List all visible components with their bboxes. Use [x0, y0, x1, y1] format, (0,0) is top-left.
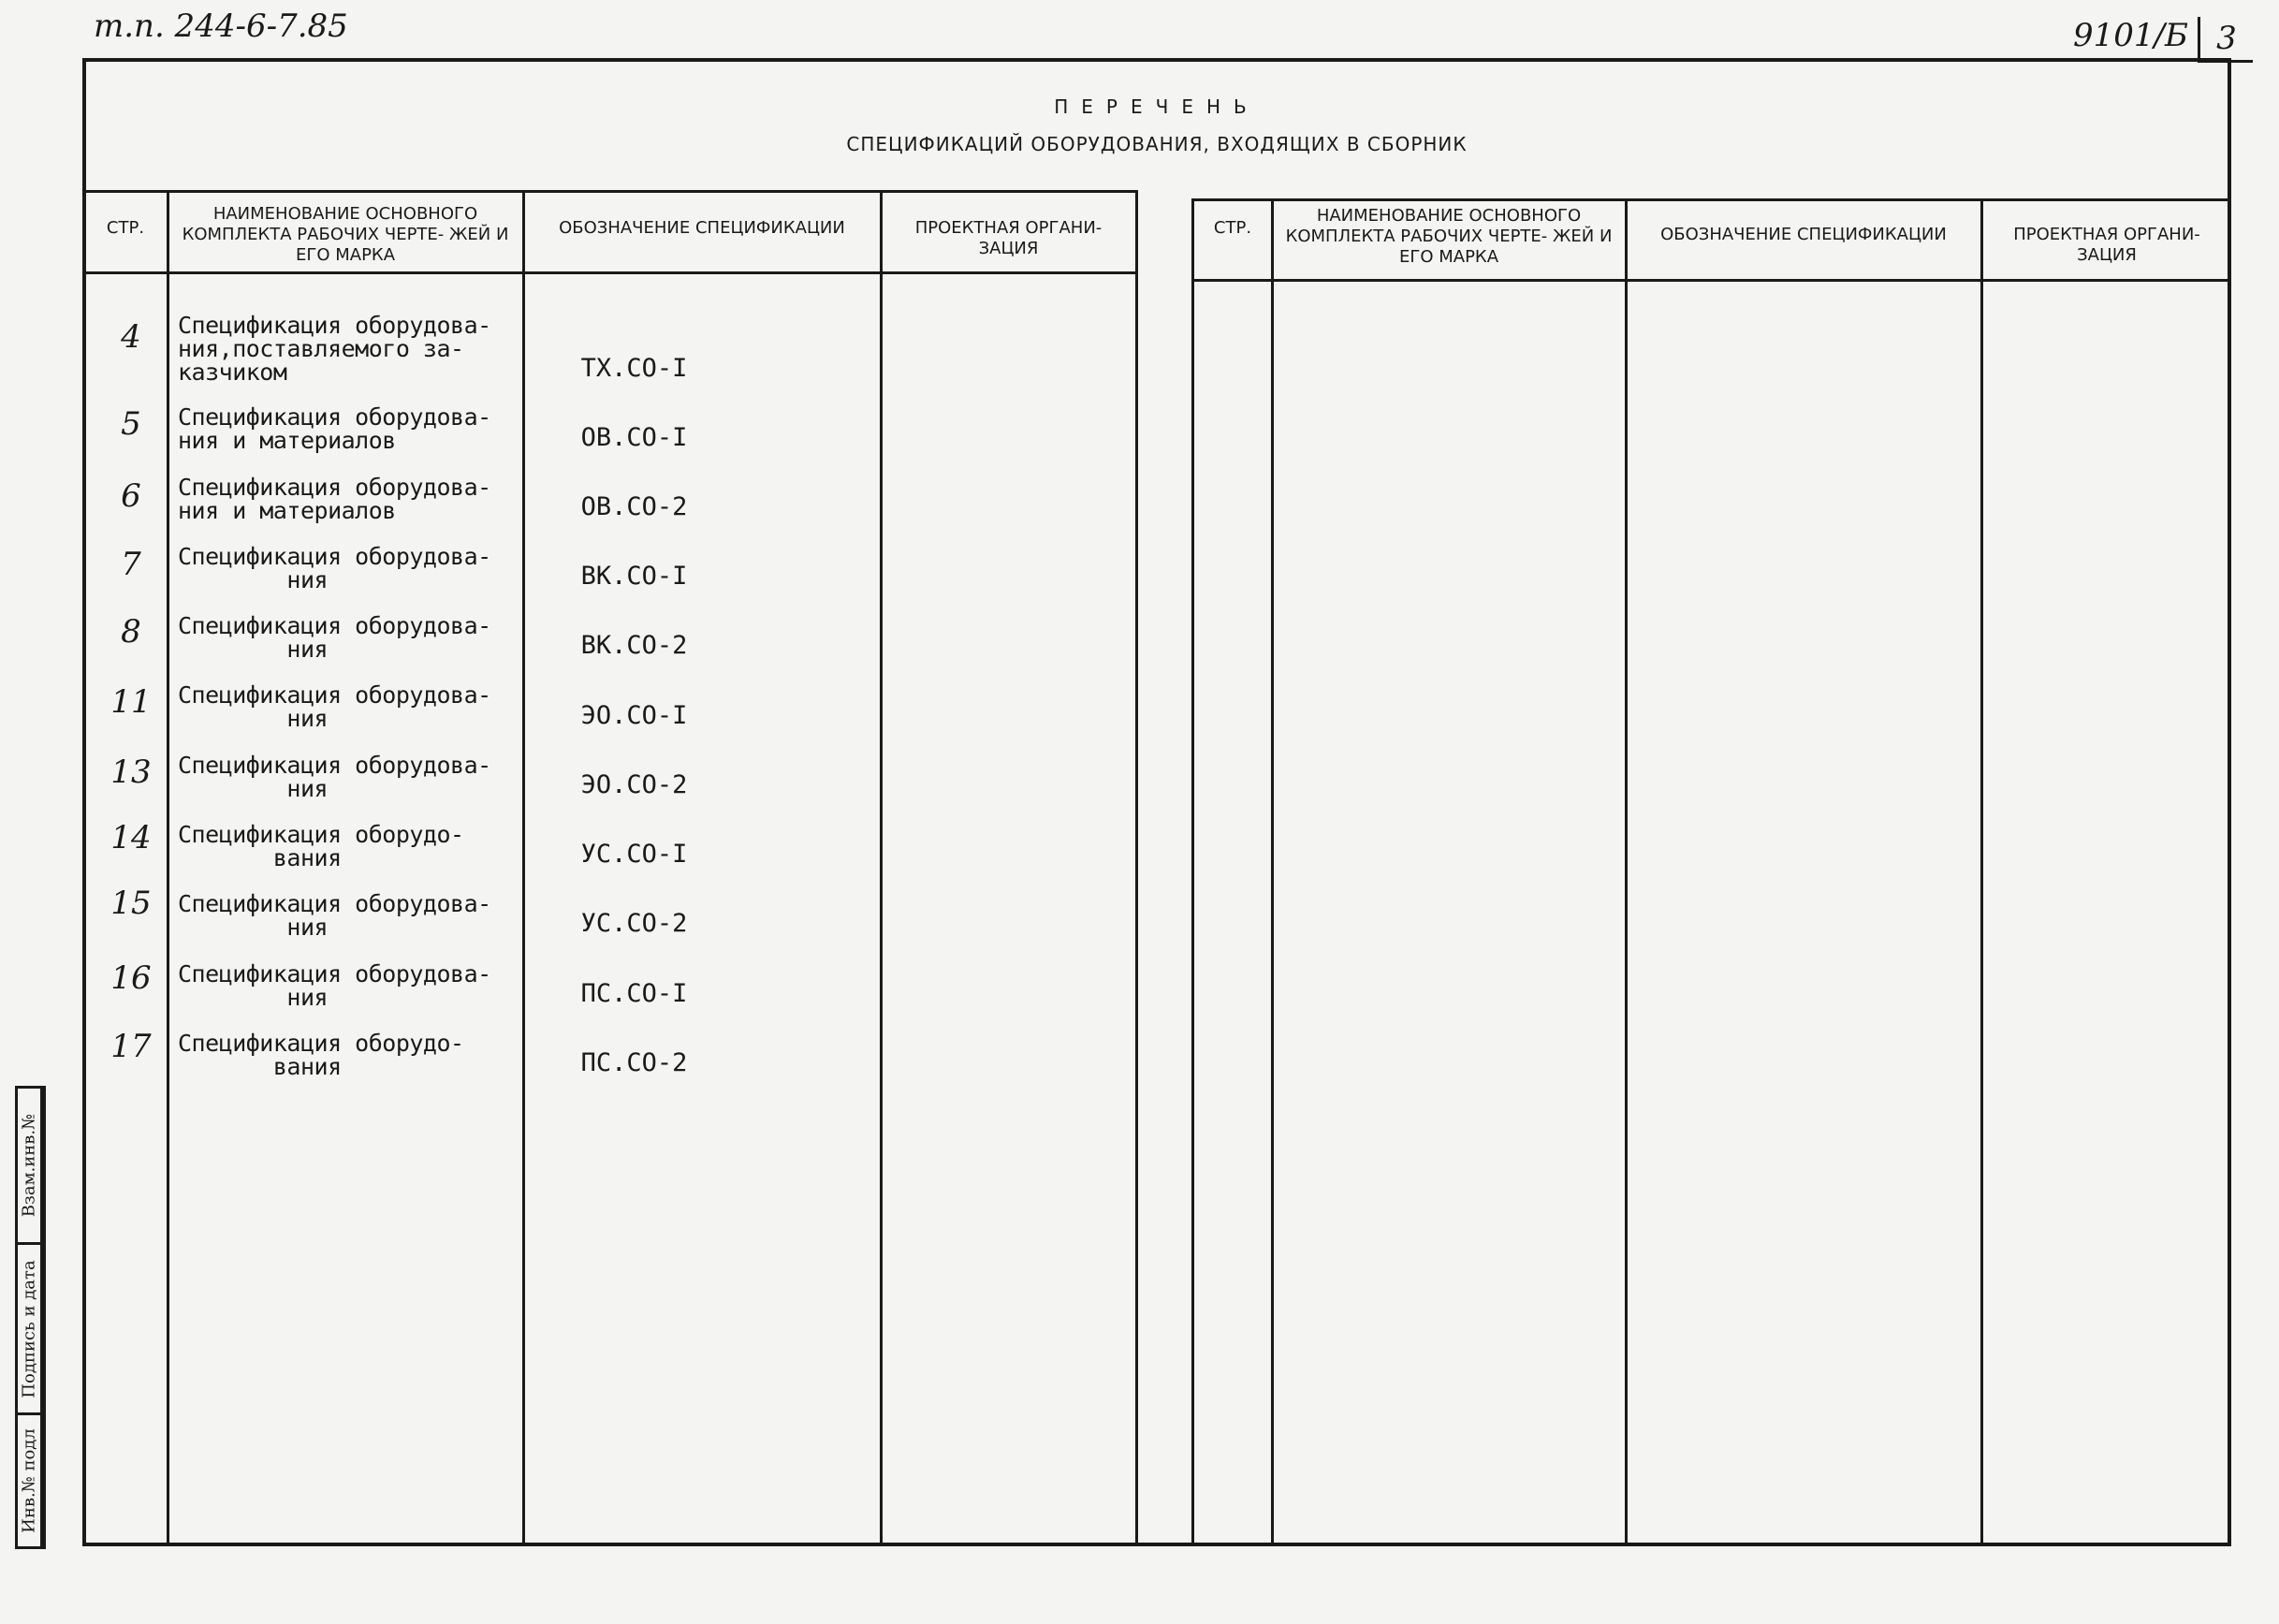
row-spec-code: ЭО.СО-I — [580, 701, 688, 730]
right-header-page: СТР. — [1213, 218, 1252, 238]
right-header-designation: ОБОЗНАЧЕНИЕ СПЕЦИФИКАЦИИ — [1660, 225, 1947, 244]
row-page-number: 11 — [110, 683, 152, 721]
row-kit-name: Спецификация оборудо- вания — [178, 1030, 464, 1080]
row-page-number: 16 — [110, 959, 152, 997]
row-spec-code: ПС.СО-I — [580, 979, 688, 1008]
row-kit-name: Спецификация оборудова- ния — [178, 752, 491, 802]
row-kit-name: Спецификация оборудова- ния — [178, 890, 491, 941]
stamp-column-divider — [43, 1086, 46, 1549]
row-spec-code: УС.СО-2 — [580, 909, 688, 938]
right-header-organization: ПРОЕКТНАЯ ОРГАНИ- ЗАЦИЯ — [2013, 225, 2200, 265]
row-page-number: 15 — [110, 885, 152, 922]
row-spec-code: ВК.СО-2 — [580, 631, 688, 660]
left-header-page: СТР. — [106, 218, 145, 238]
left-header-organization: ПРОЕКТНАЯ ОРГАНИ- ЗАЦИЯ — [914, 218, 1103, 258]
left-col-divider-2 — [522, 190, 525, 1546]
stamp-replace-inventory — [15, 1086, 43, 1245]
row-kit-name: Спецификация оборудова- ния — [178, 960, 491, 1011]
right-header-bottom-border — [1191, 279, 2231, 282]
row-page-number: 6 — [121, 477, 141, 515]
row-page-number: 13 — [110, 753, 152, 791]
sheet-number: 3 — [2198, 17, 2253, 63]
row-kit-name: Спецификация оборудо- вания — [178, 821, 464, 871]
left-table-right-border — [1135, 190, 1138, 1546]
row-spec-code: ОВ.СО-2 — [580, 492, 688, 521]
right-table-left-border — [1191, 198, 1194, 1546]
row-kit-name: Спецификация оборудова- ния,поставляемого за- казчиком — [178, 312, 491, 386]
row-spec-code: ОВ.СО-I — [580, 423, 688, 452]
row-page-number: 7 — [121, 546, 141, 583]
row-kit-name: Спецификация оборудова- ния — [178, 681, 491, 732]
row-spec-code: ЭО.СО-2 — [580, 770, 688, 799]
row-spec-code: УС.СО-I — [580, 840, 688, 869]
left-header-name: НАИМЕНОВАНИЕ ОСНОВНОГО КОМПЛЕКТА РАБОЧИХ ЧЕРТЕ- ЖЕЙ И ЕГО МАРКА — [182, 204, 509, 265]
left-table-top-border — [82, 190, 1137, 193]
right-table-top-border — [1191, 198, 2231, 201]
right-header-name: НАИМЕНОВАНИЕ ОСНОВНОГО КОМПЛЕКТА РАБОЧИХ ЧЕРТЕ- ЖЕЙ И ЕГО МАРКА — [1285, 206, 1613, 267]
row-page-number: 14 — [110, 819, 152, 856]
document-title: ПЕРЕЧЕНЬ — [1054, 95, 1260, 118]
stamp-replace-inventory-label: Взам.инв.№ — [19, 1113, 39, 1218]
stamp-original-inventory-label: Инв.№ подл — [19, 1428, 39, 1533]
row-page-number: 4 — [121, 318, 141, 356]
row-page-number: 8 — [121, 613, 141, 651]
stamp-signature-date — [15, 1242, 43, 1415]
row-spec-code: ТХ.СО-I — [580, 354, 688, 383]
row-kit-name: Спецификация оборудова- ния и материалов — [178, 474, 491, 524]
stamp-signature-date-label: Подпись и дата — [19, 1259, 39, 1398]
album-number: 9101/Б — [2073, 17, 2188, 54]
document-subtitle: СПЕЦИФИКАЦИЙ ОБОРУДОВАНИЯ, ВХОДЯЩИХ В СБОРНИК — [846, 133, 1468, 155]
row-kit-name: Спецификация оборудова- ния — [178, 612, 491, 663]
row-spec-code: ПС.СО-2 — [580, 1048, 688, 1077]
left-col-divider-1 — [167, 190, 169, 1546]
drawing-reference: т.п. 244-6-7.85 — [94, 7, 348, 45]
row-page-number: 5 — [121, 405, 141, 443]
left-col-divider-3 — [880, 190, 883, 1546]
row-kit-name: Спецификация оборудова- ния и материалов — [178, 403, 491, 454]
right-col-divider-3 — [1980, 198, 1983, 1546]
left-header-bottom-border — [82, 271, 1137, 274]
right-col-divider-2 — [1625, 198, 1628, 1546]
row-page-number: 17 — [110, 1028, 152, 1065]
row-kit-name: Спецификация оборудова- ния — [178, 543, 491, 593]
right-col-divider-1 — [1271, 198, 1274, 1546]
stamp-original-inventory — [15, 1412, 43, 1549]
left-header-designation: ОБОЗНАЧЕНИЕ СПЕЦИФИКАЦИИ — [559, 218, 845, 238]
row-spec-code: ВК.СО-I — [580, 562, 688, 591]
